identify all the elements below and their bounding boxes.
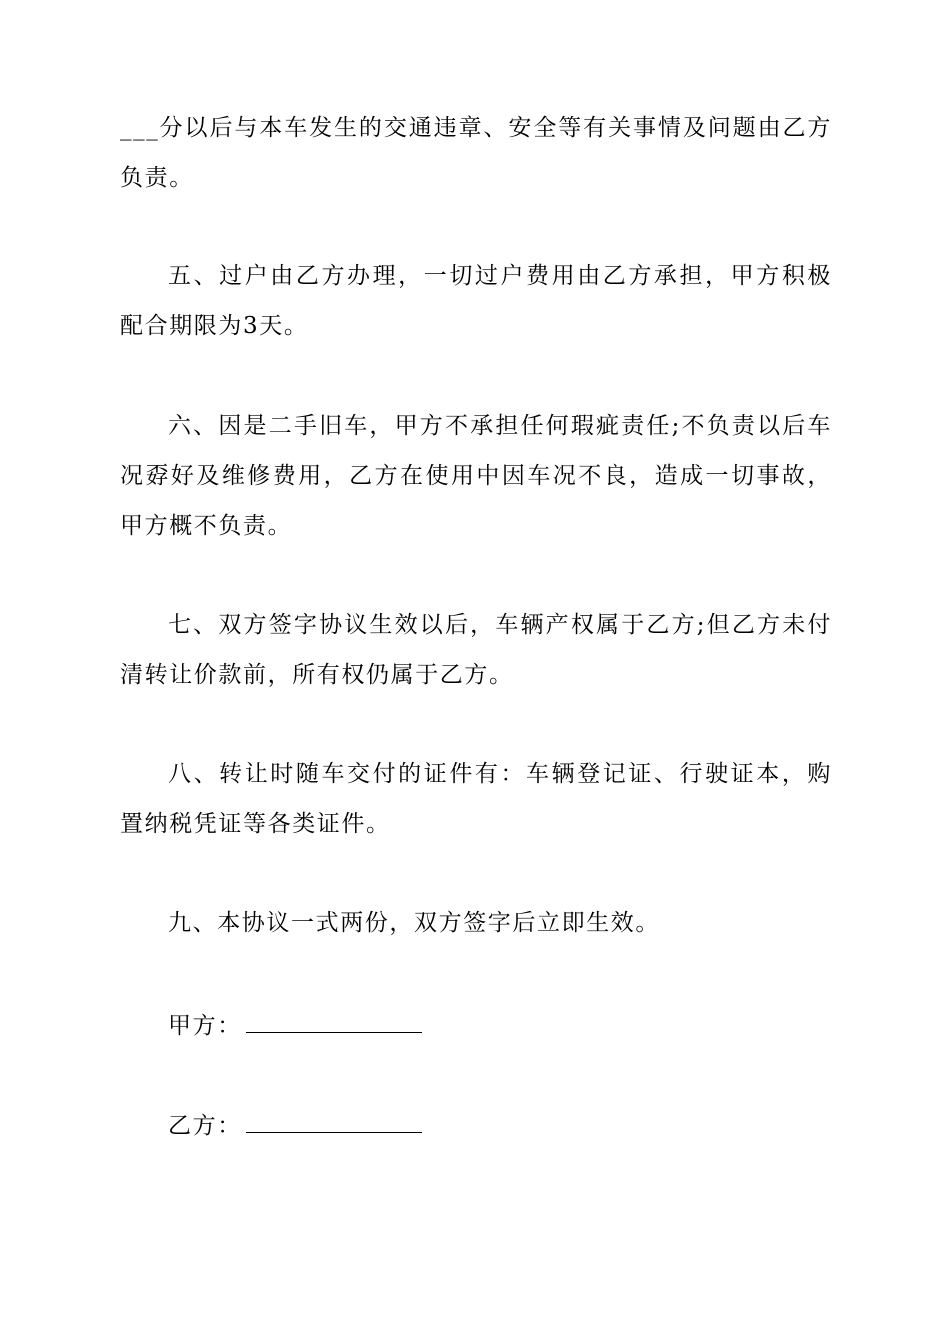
clause-eight: 八、转让时随车交付的证件有：车辆登记证、行驶证本，购置纳税凭证等各类证件。	[120, 761, 832, 837]
party-b-signature	[168, 1110, 422, 1141]
party-a-signature-line	[246, 1010, 422, 1033]
clause-five: 五、过户由乙方办理，一切过户费用由乙方承担，甲方积极配合期限为3天。	[120, 263, 832, 339]
clause-nine: 九、本协议一式两份，双方签字后立即生效。	[168, 910, 660, 936]
clause-continuation: ___分以后与本车发生的交通违章、安全等有关事情及问题由乙方负责。	[120, 115, 832, 191]
clause-seven: 七、双方签字协议生效以后，车辆产权属于乙方;但乙方未付清转让价款前，所有权仍属于乙方。	[120, 612, 832, 688]
party-a-label: 甲方：	[168, 1013, 242, 1039]
clause-six: 六、因是二手旧车，甲方不承担任何瑕疵责任;不负责以后车况孬好及维修费用，乙方在使用中因车况不良，造成一切事故，甲方概不负责。	[120, 413, 832, 539]
party-b-signature-line	[246, 1110, 422, 1133]
party-b-label: 乙方：	[168, 1113, 242, 1139]
party-a-signature	[168, 1010, 422, 1041]
